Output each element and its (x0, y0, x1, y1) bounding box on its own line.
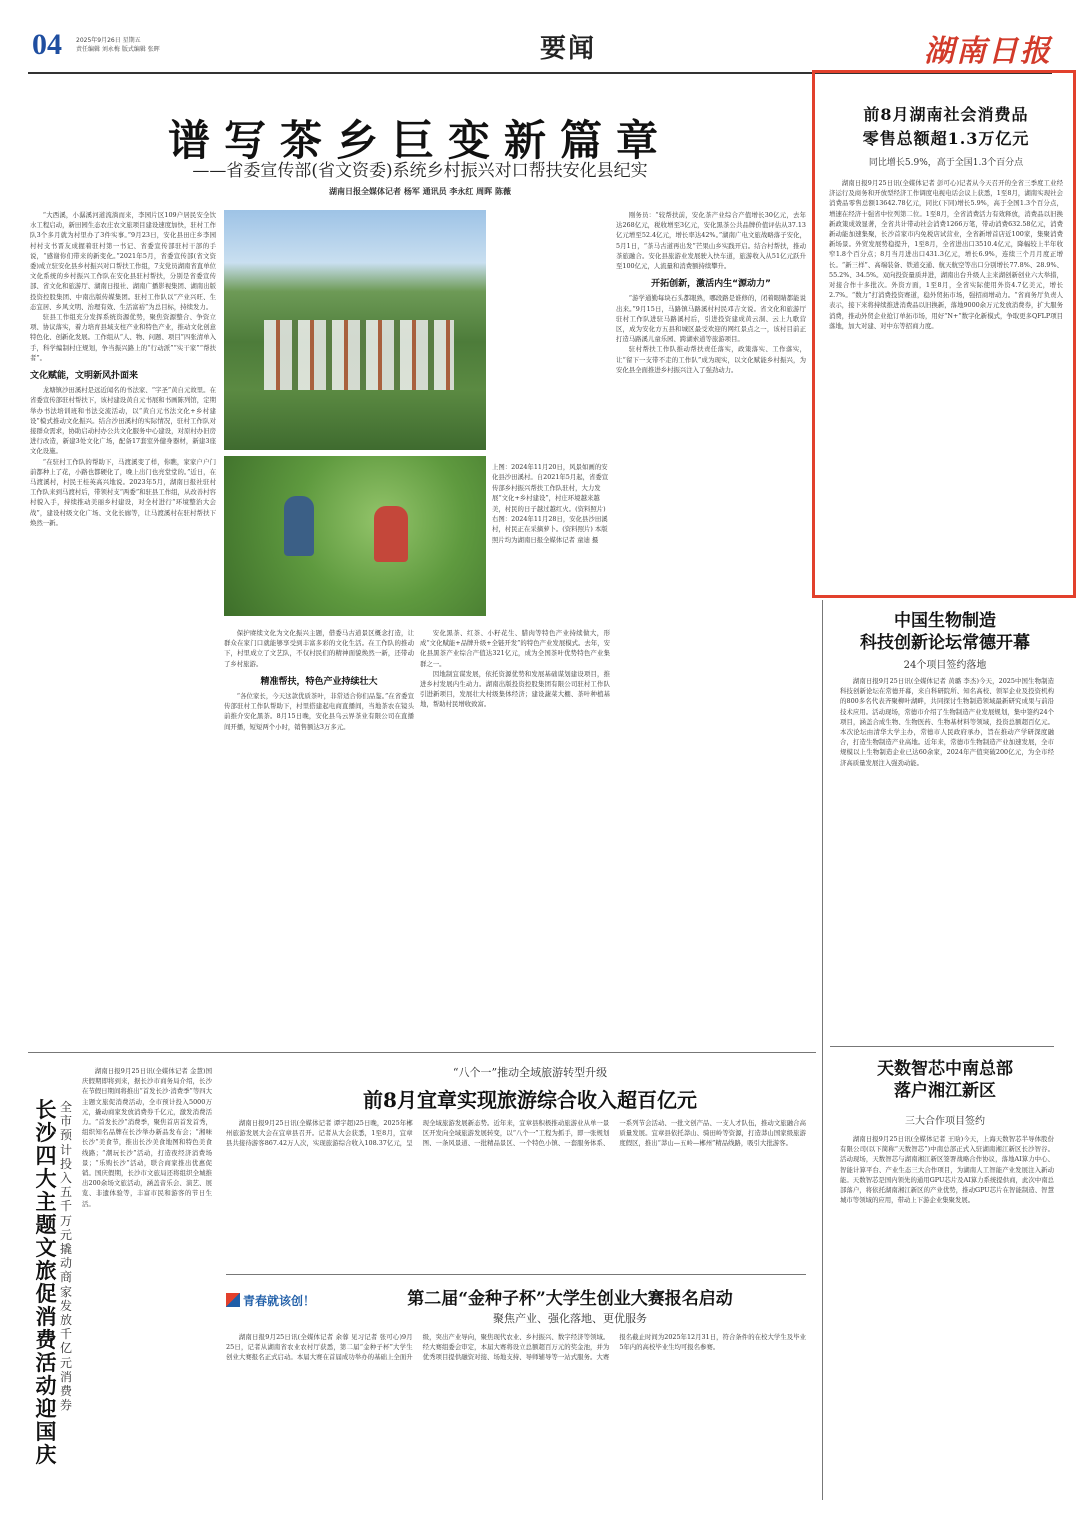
forum-headline-line2: 科技创新论坛常德开幕 (860, 633, 1030, 653)
masthead-meta (76, 36, 160, 54)
chip-headline-line1: 天数智芯中南总部 (877, 1059, 1013, 1079)
lead-paragraph: “大西溪，小潺溪河道流淌而来，李园片区109户居民安全饮水工程启动，新田园生态农庄农文旅项目建设速度加快，驻村工作队3个多月就为村里办了3件实事。”9月23日，安化县田庄乡李园村村支书晋友成握着驻村第一书记、省委宣传部驻村干部的手说，“感谢你们带来的新变化。”2021年5月，省委宣传部(省文资委)成立驻安化县乡村振兴对口帮扶工作组，7支党员湖南省直单位文化系统的乡村振兴工作队在安化县驻村帮扶，分别是省委宣传部、省文化和旅游厅、湖南日报社、湖南广播影视集团、湖南出版投资控股集团、中南出版传媒集团。驻村工作队以“产业兴旺、生态宜居、乡风文明、治理有效、生活富裕”为总目标，持续发力。 (30, 211, 216, 311)
chip-paragraph: 湖南日报9月25日讯(全媒体记者 王晗)今天，上海天数智芯半导体股份有限公司(以下简称“天数智芯”)中南总部正式入驻湖南湘江新区长沙智谷。活动现场，天数智芯与湖南湘江新区签署战略合作协议，落地AI算力中心、智能计算平台、产业生态三大合作项目，为湖南人工智能产业发展注入新动能。天数智芯是国内领先的通用GPU芯片及AI算力系统提供商，此次中南总部落户，将依托湖南湘江新区的产业优势，推动GPU芯片在智能制造、智慧城市等领域的应用，带动上下游企业集聚发展。 (840, 1135, 1054, 1205)
forum-article-body (840, 676, 1054, 1036)
village-landscape-photo (224, 210, 486, 450)
side-paragraph: 湖南日报9月25日讯(全媒体记者 彭可心)记者从今天召开的全省三季度工业经济运行及商务和开放型经济工作调度电视电话会议上获悉，1至8月，湖南实现社会消费品零售总额13642.78亿元，同比(下同)增长5.9%，高于全国1.3个百分点，增速在经济十强省中位列第二位。1至8月，全省消费活力有效释放，消费品以旧换新政策成效显著，全省共计带动社会消费1266万笔，带动消费632.58亿元，消费新动能加速集聚，长沙首家市内免税店试营业，全省新增首店近100家，集聚消费新场景。外贸发展势稳提升，1至8月，全省进出口3510.4亿元，降幅较上半年收窄1.8个百分点；8月当月进出口431.3亿元，增长6.9%，连续三个月月度正增长。“新三样”、高端装备、铁道交通、航天航空等出口分别增长77.8%、28.9%、55.2%、34.5%。双向投资量质并进，湖南出台升级人主来湖创新创业六大举措，对接合作十多批次。外资方面，1至8月，全省实际使用外资4.7亿美元，增长2.7%。“数力”打消费投资赛道，稳外贸拓市场，强招商增动力。“省商务厅负责人表示，接下来将持续推进消费品以旧换新，落地9000余万元发放消费券，扩大服务消费，推动外贸企业抢订单拓市场，用好“N+”数字化新模式，争取更多QFLP项目落地，加大对建、对中东等招商力度。 (829, 179, 1063, 330)
changsha-article-body (82, 1066, 212, 1496)
lead-paragraph: 驻村帮扶工作队推动帮扶责任落实，政策落实、工作落实，让“留下一支带不走的工作队”成为现实，以文化赋能乡村振兴，为安化县全面推进乡村振兴注入了强劲动力。 (616, 345, 806, 374)
side-subheadline: 同比增长5.9%，高于全国1.3个百分点 (868, 158, 1024, 168)
masthead (28, 26, 1052, 74)
yizhang-article-body (226, 1118, 806, 1266)
changsha-headline: 长沙四大主题文旅促消费活动迎国庆 (35, 1097, 57, 1467)
article-divider (28, 1052, 816, 1053)
yizhang-paragraph: 湖南日报9月25日讯(全媒体记者 谭宇超)25日晚，2025年郴州旅游发展大会在宜章县召开。记者从大会获悉，1至8月，宜章县共接待游客867.42万人次，实现旅游综合收入108.37亿元，呈现全域旅游发展新态势。近年来，宜章县积极推动旅游业从单一景区开发向全域旅游发展转变，以“八个一”工程为抓手，即一张规划图、一条风景道、一批精品景区、一个特色小镇、一套服务体系、一系列节会活动、一批文创产品、一支人才队伍，推动文旅融合高质量发展。宜章县依托莽山、骑田岭等资源，打造莽山国家级旅游度假区，推出“莽山—五岭—郴州”精品线路，吸引大批游客。 (226, 1119, 806, 1148)
side-article-body (829, 178, 1063, 558)
lead-column-4 (616, 210, 806, 1010)
masthead-editors: 责任编辑 刘永梅 版式编辑 张晖 (76, 46, 160, 53)
article-divider (226, 1274, 806, 1275)
newspaper-logo: 湖南日报 (924, 34, 1052, 69)
lead-paragraph: 龙塘镇沙田溪村是远近闻名的书法家、“字圣”黄自元故里。在省委宣传部驻村帮扶下，该村建设黄自元书展和书画陈列馆，定期举办书法培训班和书法交流活动，以“黄自元书法文化+乡村建设”模式推动文化振兴。结合沙田溪村的实际情况，驻村工作队对接群众需求，协助启动村办公共文化服务中心建设，对原村办旧房进行改造，新建3处文化广场，配备17套室外健身器材，新建3座文化设施。 (30, 386, 216, 456)
lead-paragraph: 安化黑茶、红茶、小籽花生、腊肉等特色产业持续做大，形成“文化赋能+品牌升级+全链开发”的特色产业发展模式。去年，安化县黑茶产业综合产值达321亿元，成为全国茶叶优势特色产业集群之一。 (420, 629, 610, 668)
masthead-date: 2025年9月26日 星期五 (76, 37, 141, 44)
highlighted-article-box (812, 70, 1076, 598)
villagers-harvest-photo (224, 456, 486, 616)
lead-paragraph: 刚务员：“较帮扶前，安化茶产业综合产值增长30亿元，去年达268亿元，税收增至3亿元，安化黑茶公共品牌价值评估从37.13亿元增至52.4亿元，增长率达42%。”湖南广电文旅战略落子安化，5月1日，“茶马古道再出发”芒果山乡实践开启。结合村帮扶，推动茶旅融合。安化县旅游业发展驶入快车道，旅游收入从51亿元跃升至100亿元，人流量和消费额持续攀升。 (616, 211, 806, 271)
lead-subhead: 文化赋能，文明新风扑面来 (30, 371, 139, 382)
section-title: 要闻 (539, 34, 596, 64)
changsha-paragraph: 湖南日报9月25日讯(全媒体记者 金慧)国庆假期即将到来，据长沙市商务局介绍，长沙在节假日期间将推出“首发长沙·消费季”等四大主题文旅促消费活动，全市预计投入5000万元，撬动商家发放消费券千亿元，激发消费活力。“首发长沙”消费季，聚焦首店首发首秀，组织知名品牌在长沙举办新品发布会；“湘味长沙”美食节，推出长沙美食地图和特色美食线路；“潮玩长沙”活动，打造夜经济消费场景；“乐购长沙”活动，联合商家推出优惠促销。国庆假期，长沙市文旅局还将组织全城推出200余场文旅活动，涵盖音乐会、演艺、展览、非遗体验等，丰富市民和游客的节日生活。 (82, 1067, 212, 1208)
forum-headline (830, 610, 1060, 654)
youth-logo-text: 青春就该创！ (243, 1294, 316, 1308)
chip-headline (830, 1058, 1060, 1102)
lead-subhead: 开拓创新，激活内生“源动力” (651, 279, 771, 290)
lead-subhead: 精准帮扶，特色产业持续壮大 (260, 676, 378, 687)
lead-column-3 (420, 628, 610, 1012)
lead-paragraph: 保护赓续文化为文化振兴主题，借委马古道景区概念打造，让群众在家门口就能够享受到丰富多彩的文化生活。在工作队的推动下，村里成立了文艺队，不仅村民们的精神面貌焕然一新，还带动了乡村旅游。 (224, 629, 414, 668)
contest-paragraph: 湖南日报9月25日讯(全媒体记者 余蓉 见习记者 张可心)9月25日，记者从湖南省农业农村厅获悉，第二届“金种子杯”大学生创业大赛报名正式启动。本届大赛在首届成功举办的基础上全面升级，突出产业导向，聚焦现代农业、乡村振兴、数字经济等领域。经大赛组委会审定，本届大赛将设立总额超百万元的奖金池，并为优秀项目提供融资对接、场地支持、导师辅导等一站式服务。大赛报名截止时间为2025年12月31日，符合条件的在校大学生及毕业5年内的高校毕业生均可报名参赛。 (226, 1333, 806, 1362)
lead-paragraph: “游学通勤每块石头都眼熟，哪段路是谁修的，闭着眼睛都能说出来。”9月15日，马路镇马路溪村村民邓吉文说。省文化和旅游厅驻村工作队进驻马路溪村后，引进投资建成黄云洞、云上九歌营区，成为安化方五县和城区最受欢迎的网红景点之一，该村目前正打造马路溪儿童乐园、跨湖索道等旅游项目。 (616, 294, 806, 344)
contest-subheadline: 聚焦产业、强化落地、更优服务 (493, 1312, 647, 1325)
lead-column-1 (30, 210, 216, 1010)
forum-paragraph: 湖南日报9月25日讯(全媒体记者 黄璐 李杰)今天，2025中国生物制造科技创新论坛在常德开幕，来自科研院所、知名高校、领军企业及投资机构的800多名代表齐聚柳叶湖畔，共同探讨生物制造领域最新研究成果与前沿技术应用。活动现场，常德市介绍了生物制造产业发展规划，集中签约24个项目，涵盖合成生物、生物医药、生物基材料等领域，投资总额超百亿元。本次论坛由清华大学主办，常德市人民政府承办，旨在推动产学研深度融合，打造生物制造产业高地。近年来，常德市生物制造产业加速发展，全市规模以上生物制造企业已达60余家，2024年产值突破200亿元，为全市经济高质量发展注入强劲动能。 (840, 677, 1054, 767)
lead-paragraph: “各位家长，今天这款优质茶叶，非常适合你们品鉴。”在省委宣传部驻村工作队帮助下，村里搭建起电商直播间，当地茶农在镜头前推介安化黑茶。8月15日晚，安化县乌云界茶业有限公司在直播间开播，短短两个小时，销售额达3万多元。 (224, 692, 414, 731)
side-headline-line2: 零售总额超1.3万亿元 (862, 129, 1030, 148)
contest-article-body (226, 1332, 806, 1498)
lead-column-2 (224, 628, 414, 1012)
article-divider (830, 1046, 1054, 1047)
lead-subheadline: ——省委宣传部(省文资委)系统乡村振兴对口帮扶安化县纪实 (192, 161, 648, 181)
yizhang-kicker: “八个一”推动全域旅游转型升级 (452, 1066, 608, 1079)
lead-paragraph: 因地制宜谋发展，依托资源优势和发展基础谋划建设项目，推进乡村发展内生动力。湖南出版投资控股集团有限公司驻村工作队引进新项目，发展壮大村级集体经济；建设蔬菜大棚、茶叶种植基地，帮助村民增收致富。 (420, 669, 610, 709)
lead-headline: 谱写茶乡巨变新篇章 (167, 116, 672, 165)
lead-byline: 湖南日报全媒体记者 杨军 通讯员 李永红 周晖 陈薇 (329, 187, 511, 196)
side-headline-line1: 前8月湖南社会消费品 (863, 105, 1029, 124)
chip-subheadline: 三大合作项目签约 (905, 1116, 985, 1127)
lead-paragraph: “在驻村工作队的帮助下，马渡溪变了样，你瞧，家家户户门前都种上了花，小路也都硬化了，晚上出门也亮堂堂的。”近日，在马渡溪村，村民王桂英高兴地说。2023年5月，湖南日报社驻村工作队来到马渡村后，带领村支“两委”和驻县工作组，从改善村容村貌入手，持续推动美丽乡村建设，对全村进行“环境整治大会战”，建设村级文化广场、文化长廊等，让马渡溪村在驻村帮扶下焕然一新。 (30, 457, 216, 527)
changsha-subheadline: 全市预计投入五千万元撬动商家发放千亿元消费券 (59, 1100, 72, 1413)
photo-caption: 上图：2024年11月20日，风景如画的安化县沙田溪村。自2021年5月起，省委宣传部乡村振兴帮扶工作队驻村，大力发展“文化+乡村建设”，村庄环境越来越美，村民的日子越过越红火。(资料照片) 右图：2024年11月28日，安化县沙田溪村，村民正在采摘萝卜。(资料照片) 本版照片均为湖南日报全媒体记者 童迪 摄 (492, 463, 609, 544)
yizhang-headline: 前8月宜章实现旅游综合收入超百亿元 (363, 1088, 697, 1112)
youth-entrepreneurship-logo (226, 1292, 315, 1309)
chip-headline-line2: 落户湘江新区 (894, 1081, 996, 1101)
column-divider (822, 600, 823, 1500)
logo-mark-icon (226, 1293, 240, 1307)
forum-subheadline: 24个项目签约落地 (903, 660, 987, 671)
chip-article-body (840, 1134, 1054, 1494)
forum-headline-line1: 中国生物制造 (894, 611, 996, 631)
lead-paragraph: 驻县工作组充分发挥系统资源优势，聚焦资源整合、争资立项、协议落实，着力培育县域支柱产业和特色产业，推动文化创意特色化、创新化发展。工作组从“人、物、问题、项目”四张清单入手，科学编制村庄规划，争当振兴路上的“行动派”“实干家”“帮扶者”。 (30, 313, 216, 362)
contest-headline: 第二届“金种子杯”大学生创业大赛报名启动 (407, 1289, 733, 1309)
page-number: 04 (32, 28, 62, 61)
